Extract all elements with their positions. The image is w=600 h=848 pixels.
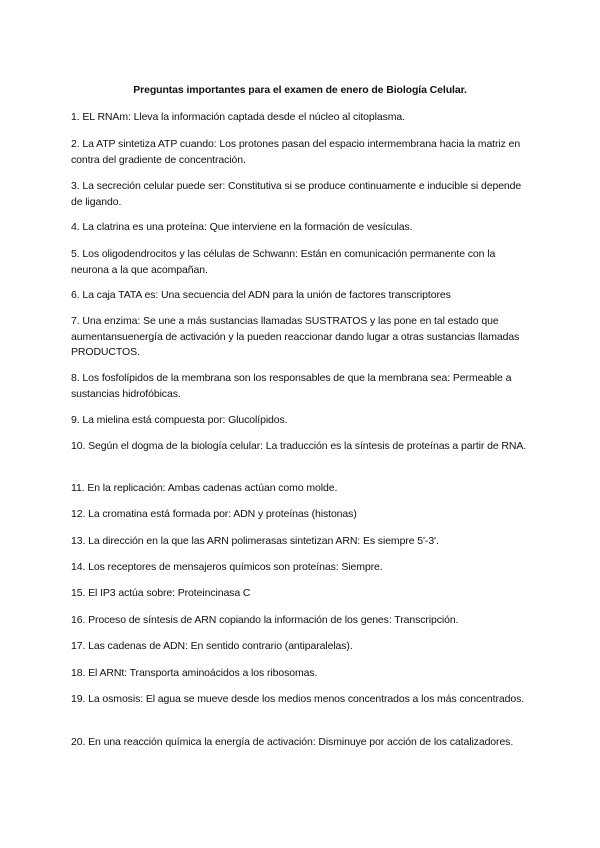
question-19: 19. La osmosis: El agua se mueve desde los medios menos concentrados a los más concentrados. (71, 693, 525, 705)
question-14: 14. Los receptores de mensajeros químicos son proteínas: Siempre. (71, 561, 383, 573)
question-7: 7. Una enzima: Se une a más sustancias llamadas SUSTRATOS y las pone en tal estado que aumentansuenergía de activación y la pueden reaccionar dando lugar a otras sustancias llamadas PRODUCTOS. (71, 315, 520, 358)
question-10: 10. Según el dogma de la biología celular: La traducción es la síntesis de proteínas a partir de RNA. (71, 440, 527, 452)
question-5: 5. Los oligodendrocitos y las células de Schwann: Están en comunicación permanente con la neurona a la que acompañan. (71, 248, 496, 276)
question-18: 18. El ARNt: Transporta aminoácidos a los ribosomas. (71, 667, 318, 679)
question-15: 15. El IP3 actúa sobre: Proteincinasa C (71, 587, 251, 599)
question-12: 12. La cromatina está formada por: ADN y proteínas (histonas) (71, 508, 357, 520)
question-13: 13. La dirección en la que las ARN polimerasas sintetizan ARN: Es siempre 5'-3'. (71, 535, 439, 547)
question-9: 9. La mielina está compuesta por: Glucolípidos. (71, 414, 288, 426)
document-title: Preguntas importantes para el examen de enero de Biología Celular. (133, 84, 467, 96)
question-4: 4. La clatrina es una proteína: Que interviene en la formación de vesículas. (71, 221, 413, 233)
question-2: 2. La ATP sintetiza ATP cuando: Los protones pasan del espacio intermembrana hacia la matriz en contra del gradiente de concentración. (71, 138, 521, 166)
question-16: 16. Proceso de síntesis de ARN copiando la información de los genes: Transcripción. (71, 614, 459, 626)
question-3: 3. La secreción celular puede ser: Constitutiva si se produce continuamente e inducible si depende de ligando. (71, 180, 522, 208)
question-20: 20. En una reacción química la energía de activación: Disminuye por acción de los catalizadores. (71, 736, 514, 748)
question-8: 8. Los fosfolípidos de la membrana son los responsables de que la membrana sea: Permeable a sustancias hidrofóbicas. (71, 372, 512, 400)
question-6: 6. La caja TATA es: Una secuencia del ADN para la unión de factores transcriptores (71, 289, 451, 301)
question-11: 11. En la replicación: Ambas cadenas actúan como molde. (71, 482, 338, 494)
question-1: 1. EL RNAm: Lleva la información captada desde el núcleo al citoplasma. (71, 111, 405, 123)
question-17: 17. Las cadenas de ADN: En sentido contrario (antiparalelas). (71, 640, 353, 652)
